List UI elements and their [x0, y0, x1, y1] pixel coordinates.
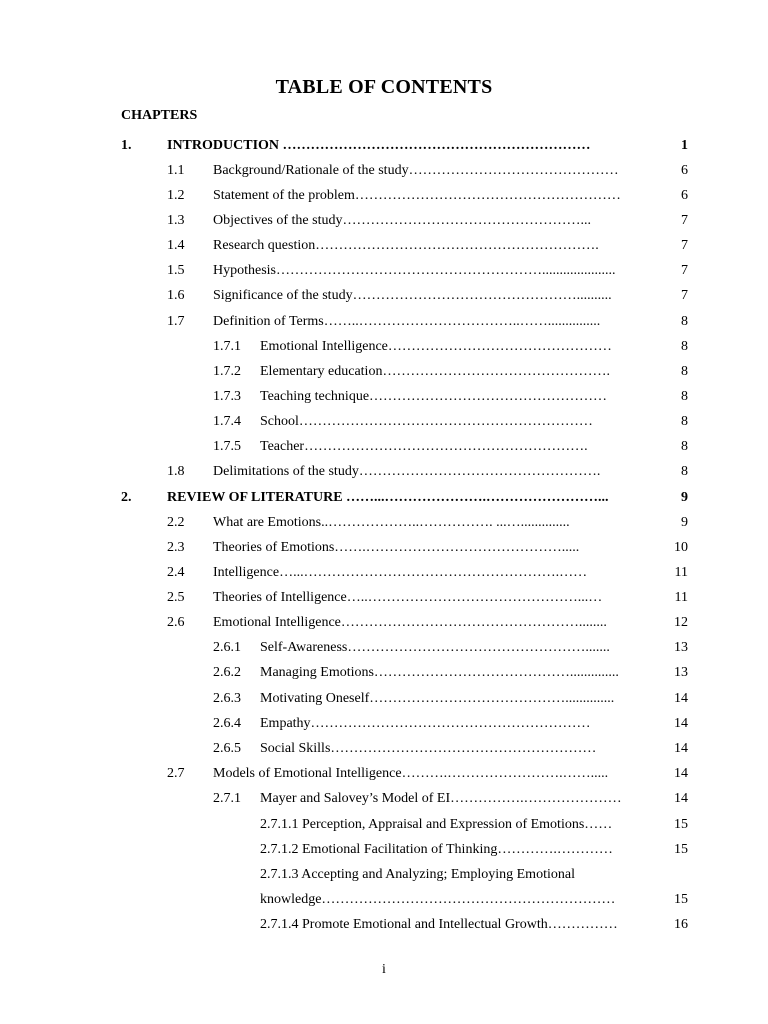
- entry-number: 1.3: [167, 213, 185, 228]
- entry-number: 1.2: [167, 188, 185, 203]
- entry-number: 1.4: [167, 238, 185, 253]
- entry-number: 2.6.5: [213, 741, 241, 756]
- entry-page-number: 15: [674, 842, 688, 857]
- entry-page-number: 9: [681, 515, 688, 530]
- entry-page-number: 14: [674, 691, 688, 706]
- entry-title: Emotional Intelligence……………………………………………........: [213, 615, 607, 630]
- entry-title: Definition of Terms……..……………………………..……...............: [213, 314, 601, 329]
- entry-title: Theories of Intelligence…..………………………………………...…: [213, 590, 603, 605]
- entry-title: Self-Awareness…………………………………………….......: [260, 640, 610, 655]
- entry-page-number: 14: [674, 766, 688, 781]
- entry-number: 1.1: [167, 163, 185, 178]
- entry-page-number: 6: [681, 188, 688, 203]
- entry-number: 2.2: [167, 515, 185, 530]
- entry-number: 1.6: [167, 288, 185, 303]
- entry-page-number: 8: [681, 464, 688, 479]
- entry-title: Intelligence…...……………………………………………….……: [213, 565, 588, 580]
- entry-page-number: 8: [681, 439, 688, 454]
- entry-page-number: 7: [681, 288, 688, 303]
- entry-title: Elementary education………………………………………….: [260, 364, 610, 379]
- entry-page-number: 13: [674, 665, 688, 680]
- footer-page-number: i: [382, 962, 386, 977]
- entry-title: 2.7.1.3 Accepting and Analyzing; Employing Emotional: [260, 867, 575, 882]
- entry-page-number: 11: [674, 590, 688, 605]
- entry-number: 2.: [121, 490, 132, 505]
- entry-page-number: 8: [681, 414, 688, 429]
- entry-page-number: 15: [674, 892, 688, 907]
- entry-title: 2.7.1.4 Promote Emotional and Intellectual Growth……………: [260, 917, 618, 932]
- entry-number: 1.7.1: [213, 339, 241, 354]
- entry-title: knowledge………………………………………………………: [260, 892, 616, 907]
- page-title: TABLE OF CONTENTS: [275, 76, 493, 98]
- entry-title: Social Skills…………………………………………………: [260, 741, 597, 756]
- entry-title: Empathy……………………………………………………: [260, 716, 591, 731]
- entry-number: 2.7.1: [213, 791, 241, 806]
- entry-title: Teacher…………………………………………………….: [260, 439, 588, 454]
- entry-number: 2.3: [167, 540, 185, 555]
- entry-title: Research question…………………………………………………….: [213, 238, 599, 253]
- entry-title: Managing Emotions……………………………………..............: [260, 665, 619, 680]
- entry-title: 2.7.1.1 Perception, Appraisal and Expression of Emotions……: [260, 817, 613, 832]
- entry-title: Statement of the problem…………………………………………………: [213, 188, 621, 203]
- entry-title: REVIEW OF LITERATURE ……...………………….……………………...: [167, 490, 609, 505]
- entry-title: Mayer and Salovey’s Model of EI…………….…………………: [260, 791, 622, 806]
- entry-page-number: 14: [674, 741, 688, 756]
- entry-number: 1.7.3: [213, 389, 241, 404]
- entry-number: 1.8: [167, 464, 185, 479]
- entry-page-number: 7: [681, 238, 688, 253]
- entry-page-number: 14: [674, 716, 688, 731]
- entry-title: Emotional Intelligence…………………………………………: [260, 339, 612, 354]
- entry-number: 1.7.5: [213, 439, 241, 454]
- entry-page-number: 12: [674, 615, 688, 630]
- entry-page-number: 8: [681, 364, 688, 379]
- entry-page-number: 11: [674, 565, 688, 580]
- entry-title: Models of Emotional Intelligence……….…………………….…….....: [213, 766, 609, 781]
- entry-page-number: 8: [681, 389, 688, 404]
- entry-title: Teaching technique……………………………………………: [260, 389, 608, 404]
- entry-number: 2.7: [167, 766, 185, 781]
- entry-page-number: 14: [674, 791, 688, 806]
- entry-title: INTRODUCTION …………………………………………………………: [167, 138, 591, 153]
- entry-page-number: 16: [674, 917, 688, 932]
- entry-number: 2.6.4: [213, 716, 241, 731]
- entry-title: Theories of Emotions…….…………………………………….....: [213, 540, 580, 555]
- entry-page-number: 9: [681, 490, 688, 505]
- entry-number: 2.4: [167, 565, 185, 580]
- entry-number: 1.7.2: [213, 364, 241, 379]
- entry-title: 2.7.1.2 Emotional Facilitation of Thinking………….…………: [260, 842, 613, 857]
- entry-page-number: 15: [674, 817, 688, 832]
- entry-title: Significance of the study…………………………………………..........: [213, 288, 612, 303]
- entry-title: Background/Rationale of the study………………………………………: [213, 163, 619, 178]
- entry-number: 1.7: [167, 314, 185, 329]
- entry-page-number: 7: [681, 213, 688, 228]
- entry-page-number: 6: [681, 163, 688, 178]
- entry-number: 2.6.2: [213, 665, 241, 680]
- entry-page-number: 13: [674, 640, 688, 655]
- entry-page-number: 10: [674, 540, 688, 555]
- entry-title: Hypothesis………………………………………………….....................: [213, 263, 616, 278]
- entry-number: 2.5: [167, 590, 185, 605]
- entry-title: Delimitations of the study…………………………………………….: [213, 464, 601, 479]
- entry-title: School………………………………………………………: [260, 414, 593, 429]
- entry-number: 1.5: [167, 263, 185, 278]
- entry-number: 2.6.3: [213, 691, 241, 706]
- entry-title: Objectives of the study……………………………………………...: [213, 213, 591, 228]
- chapters-heading: CHAPTERS: [121, 108, 198, 123]
- entry-number: 1.7.4: [213, 414, 241, 429]
- entry-page-number: 8: [681, 314, 688, 329]
- entry-page-number: 1: [681, 138, 688, 153]
- entry-title: What are Emotions..………………..……………. ...…..............: [213, 515, 570, 530]
- entry-title: Motivating Oneself……………………………………..............: [260, 691, 615, 706]
- entry-page-number: 7: [681, 263, 688, 278]
- entry-number: 2.6: [167, 615, 185, 630]
- entry-number: 1.: [121, 138, 132, 153]
- entry-page-number: 8: [681, 339, 688, 354]
- entry-number: 2.6.1: [213, 640, 241, 655]
